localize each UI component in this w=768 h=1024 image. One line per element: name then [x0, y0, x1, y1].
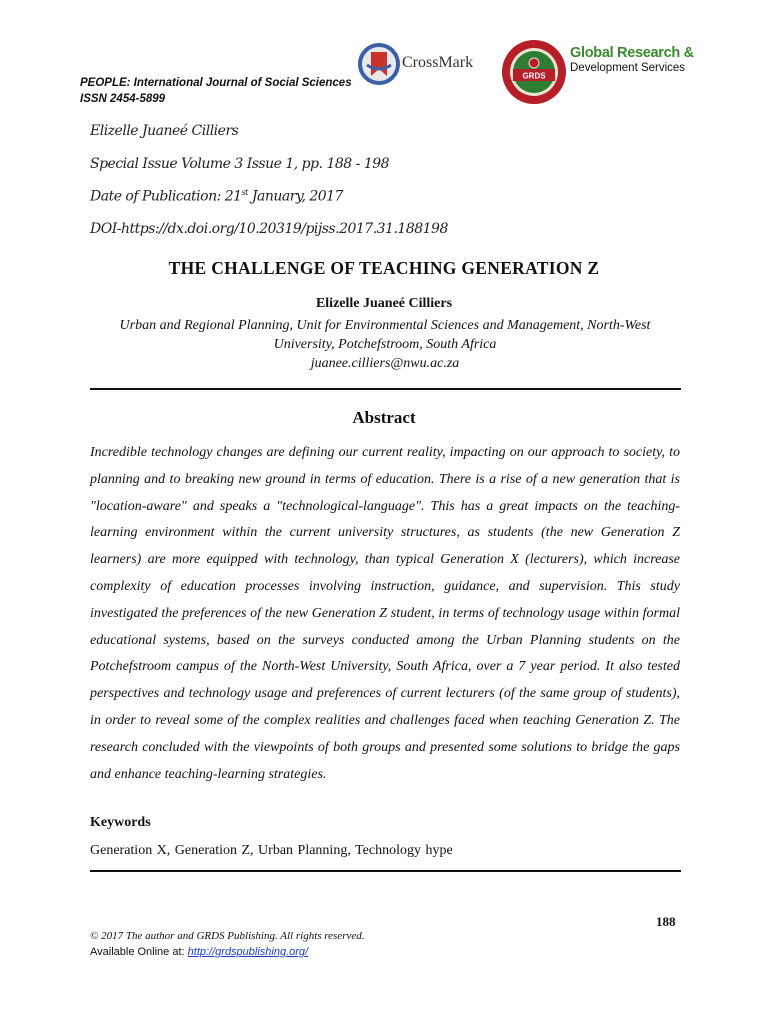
publisher-name-line2: Development Services: [570, 62, 686, 74]
publisher-name: [570, 46, 694, 76]
meta-date-suffix: January, 2017: [247, 188, 343, 205]
keywords-text: Generation X, Generation Z, Urban Planning, Technology hype: [90, 843, 453, 858]
grds-seal-text: GRDS: [522, 71, 546, 81]
crossmark-logo[interactable]: [358, 43, 473, 85]
page-number: 188: [656, 914, 676, 929]
journal-issn: ISSN 2454-5899: [80, 93, 166, 105]
abstract-heading: Abstract: [352, 408, 416, 427]
paper-affiliation: Urban and Regional Planning, Unit for Environmental Sciences and Management, North-West University, Potchefstroom, South Africa: [119, 318, 651, 352]
available-online-label: Available Online at:: [90, 946, 188, 958]
paper-email[interactable]: juanee.cilliers@nwu.ac.za: [310, 356, 460, 371]
crossmark-label: CrossMark: [402, 54, 474, 71]
journal-name: PEOPLE: International Journal of Social Sciences: [80, 77, 352, 89]
journal-header: [80, 75, 352, 107]
meta-author: Elizelle Juaneé Cilliers: [90, 123, 239, 139]
meta-issue: Special Issue Volume 3 Issue 1, pp. 188 - 198: [90, 156, 390, 172]
crossmark-icon: [358, 43, 400, 85]
meta-date-sup: st: [241, 188, 248, 197]
paper-title: THE CHALLENGE OF TEACHING GENERATION Z: [168, 258, 600, 278]
bottom-divider: [90, 870, 681, 872]
publisher-link[interactable]: http://grdspublishing.org/: [187, 946, 309, 958]
grds-seal-icon: [500, 38, 568, 106]
meta-date-prefix: Date of Publication: 21: [90, 188, 242, 205]
top-divider: [90, 388, 681, 390]
paper-author: Elizelle Juaneé Cilliers: [315, 296, 453, 311]
keywords-heading: Keywords: [90, 815, 151, 830]
meta-doi[interactable]: DOI-https://dx.doi.org/10.20319/pijss.2017.31.188198: [90, 221, 448, 237]
copyright-notice: © 2017 The author and GRDS Publishing. All rights reserved.: [90, 930, 365, 942]
paper-affiliation-block: [90, 316, 680, 373]
meta-date: [90, 188, 343, 205]
publisher-name-line1: Global Research &: [570, 45, 694, 61]
abstract-text: Incredible technology changes are defining our current reality, impacting on our approach to society, to planning and to breaking new ground in terms of education. There is a rise of a new generation that is "location-aware" and speaks a "technological-language". This has a great impacts on the teaching-learning environment within the current university structures, as students (the new Generation Z learners) are more equipped with technology, than typical Generation X (lecturers), which increase complexity of education processes involving instruction, guidance, and supervision. This study investigated the preferences of the new Generation Z student, in terms of technology usage within formal educational systems, based on the surveys conducted among the Urban Planning students on the Potchefstroom campus of the North-West University, South Africa, over a 7 year period. It also tested perspectives and technology usage and preferences of current lecturers (of the same group of students), in order to reveal some of the complex realities and challenges faced when teaching Generation Z. The research concluded with the viewpoints of both groups and presented some solutions to bridge the gaps and enhance teaching-learning strategies.: [90, 445, 680, 782]
available-online: [90, 946, 308, 958]
